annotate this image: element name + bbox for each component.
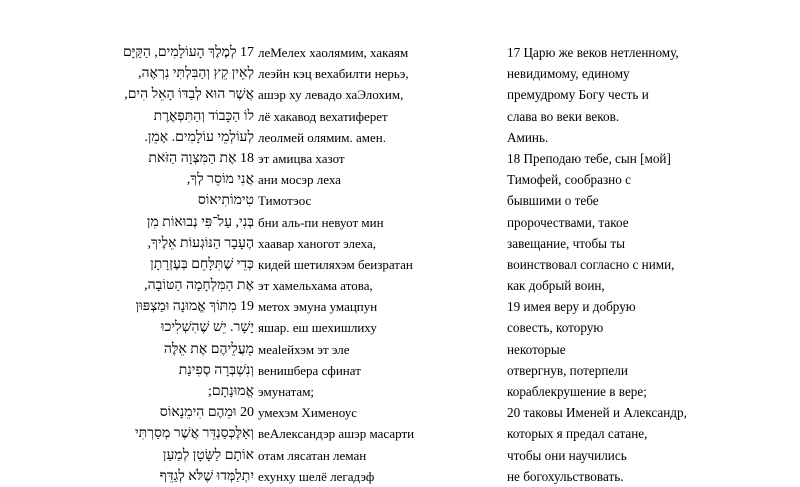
transliteration-line: мealейхэм эт эле xyxy=(258,341,350,357)
hebrew-line: יִתְלַמְּדוּ שֶׁלֹּא לְגַדֵּף xyxy=(159,468,254,484)
russian-line: совесть, которую xyxy=(507,320,604,336)
russian-line: 17 Царю же веков нетленному, xyxy=(507,45,679,60)
transliteration-line: леэйн кэц вехабилти нерьэ, xyxy=(258,66,409,82)
hebrew-line: כְּדֵי שֶׁתִּלָּחֵם בְּעֶזְרָתָן xyxy=(150,256,254,272)
hebrew-line: וְנִשְׁבְּרָה סְפִינַת xyxy=(178,362,254,378)
transliteration-line: ани моcэр леха xyxy=(258,172,341,188)
russian-line: которых я предал сатане, xyxy=(507,426,648,442)
hebrew-line: בְּנִי, עַל־פִּי נְבוּאוֹת מִן xyxy=(146,214,254,230)
russian-line: бывшими о тебе xyxy=(507,193,599,209)
hebrew-line: אֲשֶׁר הוּא לְבַדּוֹ הָאֵל הִים, xyxy=(124,87,254,103)
russian-line: слава во веки веков. xyxy=(507,108,620,124)
russian-line: не богохульствовать. xyxy=(507,468,624,484)
hebrew-line: אוֹתָם לַשָּׂטָן לְמַעַן xyxy=(162,447,254,463)
transliteration-line: эт хамельхама атова, xyxy=(258,278,373,294)
hebrew-line: לוֹ הַכָּבוֹד וְהַתִּפְאֶרֶת xyxy=(153,108,254,124)
russian-line: невидимому, единому xyxy=(507,66,630,82)
russian-line: 20 таковы Именей и Александр, xyxy=(507,405,687,421)
transliteration-line: бни аль-пи невуот мин xyxy=(258,214,384,230)
russian-line: воинствовал согласно с ними, xyxy=(507,256,675,272)
hebrew-line: לְאֵין קֵץ וְהַבִּלְתִּי נִרְאֶה, xyxy=(138,66,254,82)
russian-text-column xyxy=(507,42,797,487)
transliteration-line: отам лясатан леман xyxy=(258,447,367,463)
transliteration-line: леМелех хаолямим, хакаям xyxy=(258,45,409,60)
hebrew-line: לְעוֹלְמֵי עוֹלָמִים. אָמֵן. xyxy=(144,129,254,145)
transliteration-line: лё хакавод вехатиферет xyxy=(258,108,388,124)
hebrew-line: 20 וּמֵהֶם הִימֵנָאוֹס xyxy=(159,405,254,421)
russian-line: Аминь. xyxy=(507,129,549,145)
transliteration-line: кидей шетиляхэм беизратан xyxy=(258,256,413,272)
transliteration-line: веАлександэр ашэр масарти xyxy=(258,426,415,442)
russian-line: чтобы они научились xyxy=(507,447,627,463)
transliteration-line: леолмей олямим. амен. xyxy=(258,129,386,145)
russian-line: 18 Преподаю тебе, сын [мой] xyxy=(507,150,671,166)
transliteration-line: ашэр ху левадо хаЭлохим, xyxy=(258,87,404,103)
hebrew-line: 19 מִתּוֹךְ אֱמוּנָה וּמַצְפּוּן xyxy=(135,299,254,315)
hebrew-line: אֲנִי מוֹסֵר לְךָ, xyxy=(186,172,254,188)
transliteration-line: венишбера сфинат xyxy=(258,362,361,378)
transliteration-line: метох эмуна умацпун xyxy=(258,299,378,315)
russian-line: завещание, чтобы ты xyxy=(507,235,625,251)
transliteration-line: Тимотэос xyxy=(258,193,312,209)
hebrew-line: טִימוֹתִיאוֹס xyxy=(197,193,254,209)
russian-line: кораблекрушение в вере; xyxy=(507,384,647,399)
russian-line: премудрому Богу честь и xyxy=(507,87,649,103)
hebrew-line: 17 לְמֶלֶךְ הָעוֹלָמִים, הַקַּיָּם xyxy=(122,45,254,60)
hebrew-line: הֶעָבָר הַנּוֹגְעוֹת אֵלֶיךָ, xyxy=(147,235,254,251)
russian-line: Тимофей, сообразно с xyxy=(507,172,631,188)
hebrew-line: מֵעֲלֵיהֶם אֶת אֵלֶּה xyxy=(163,341,254,357)
hebrew-line: וְאַלֶּכְּסַנְדֵּר אֲשֶׁר מְסַרְתִּי xyxy=(134,426,254,442)
transliteration-text-column xyxy=(258,42,458,487)
russian-line: 19 имея веру и добрую xyxy=(507,299,636,315)
transliteration-line: умехэм Хименоус xyxy=(258,405,357,421)
transliteration-line: хаавар ханогот элеха, xyxy=(258,235,376,251)
hebrew-text-column xyxy=(82,42,254,487)
hebrew-line: יָשָׁר. יֵשׁ שֶׁהִשְׁלִיכוּ xyxy=(160,320,254,336)
russian-line: пророчествами, такое xyxy=(507,214,629,230)
russian-line: некоторые xyxy=(507,341,566,357)
hebrew-line: 18 אֶת הַמִּצְוָה הַזֹּאת xyxy=(148,150,254,166)
hebrew-line: אֱמוּנָתָם; xyxy=(208,384,254,399)
hebrew-line: אֶת הַמִּלְחָמָה הַטּוֹבָה, xyxy=(144,278,254,294)
transliteration-line: эт амицва хазот xyxy=(258,150,345,166)
transliteration-line: эмунатам; xyxy=(258,384,315,399)
russian-line: как добрый воин, xyxy=(507,278,605,294)
russian-line: отвергнув, потерпели xyxy=(507,362,628,378)
transliteration-line: ехунху шелё легадэф xyxy=(258,468,375,484)
transliteration-line: яшар. еш шехишлиху xyxy=(258,320,377,336)
